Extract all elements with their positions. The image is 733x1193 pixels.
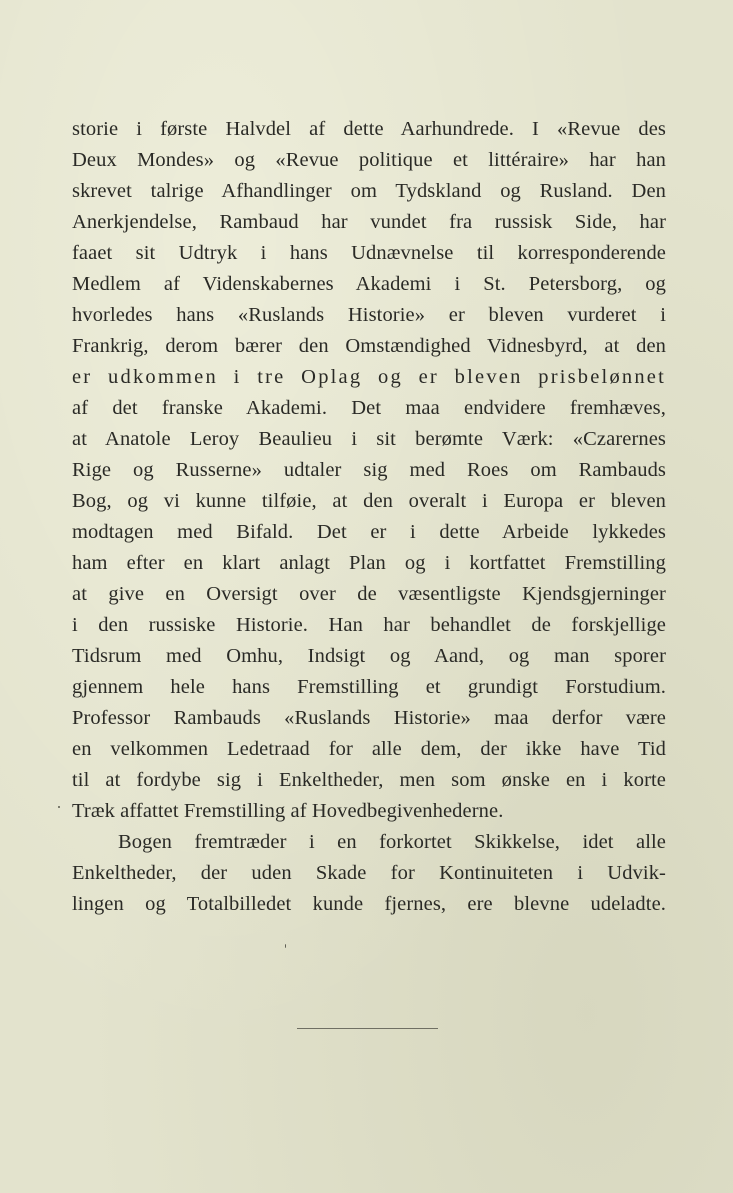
text-line: en velkommen Ledetraad for alle dem, der ikke have Tid xyxy=(72,738,666,760)
text-line: ham efter en klart anlagt Plan og i kortfattet Fremstilling xyxy=(72,552,666,574)
body-text xyxy=(72,114,666,920)
paragraph-first-line: Bogen fremtræder i en forkortet Skikkelse, idet alle xyxy=(118,831,666,853)
text-line: hvorledes hans «Ruslands Historie» er bleven vurderet i xyxy=(72,304,666,326)
text-line: at Anatole Leroy Beaulieu i sit berømte Værk: «Czarernes xyxy=(72,428,666,450)
text-line: Bog, og vi kunne tilføie, at den overalt i Europa er bleven xyxy=(72,490,666,512)
text-line: storie i første Halvdel af dette Aarhundrede. I «Revue des xyxy=(72,118,666,140)
text-line: i den russiske Historie. Han har behandlet de forskjellige xyxy=(72,614,666,636)
text-line: gjennem hele hans Fremstilling et grundigt Forstudium. xyxy=(72,676,666,698)
text-line: Professor Rambauds «Ruslands Historie» maa derfor være xyxy=(72,707,666,729)
text-line: Træk affattet Fremstilling af Hovedbegivenhederne. xyxy=(72,800,504,822)
text-line: modtagen med Bifald. Det er i dette Arbeide lykkedes xyxy=(72,521,666,543)
text-line: Tidsrum med Omhu, Indsigt og Aand, og man sporer xyxy=(72,645,666,667)
text-line: Frankrig, derom bærer den Omstændighed Vidnesbyrd, at den xyxy=(72,335,666,357)
text-line: Deux Mondes» og «Revue politique et littéraire» har han xyxy=(72,149,666,171)
text-line: Enkeltheder, der uden Skade for Kontinuiteten i Udvik- xyxy=(72,862,666,884)
text-line: Rige og Russerne» udtaler sig med Roes om Rambauds xyxy=(72,459,666,481)
text-line: er udkommen i tre Oplag og er bleven prisbelønnet xyxy=(72,366,666,388)
paper-speck xyxy=(58,806,60,808)
text-line: af det franske Akademi. Det maa endvidere fremhæves, xyxy=(72,397,666,419)
text-line: Medlem af Videnskabernes Akademi i St. Petersborg, og xyxy=(72,273,666,295)
text-line: faaet sit Udtryk i hans Udnævnelse til korresponderende xyxy=(72,242,666,264)
text-line: lingen og Totalbilledet kunde fjernes, ere blevne udeladte. xyxy=(72,893,666,915)
paper-speck xyxy=(285,944,286,948)
text-line: til at fordybe sig i Enkeltheder, men som ønske en i korte xyxy=(72,769,666,791)
section-divider xyxy=(297,1028,438,1029)
text-line: Anerkjendelse, Rambaud har vundet fra russisk Side, har xyxy=(72,211,666,233)
text-line: at give en Oversigt over de væsentligste Kjendsgjerninger xyxy=(72,583,666,605)
text-line: skrevet talrige Afhandlinger om Tydskland og Rusland. Den xyxy=(72,180,666,202)
